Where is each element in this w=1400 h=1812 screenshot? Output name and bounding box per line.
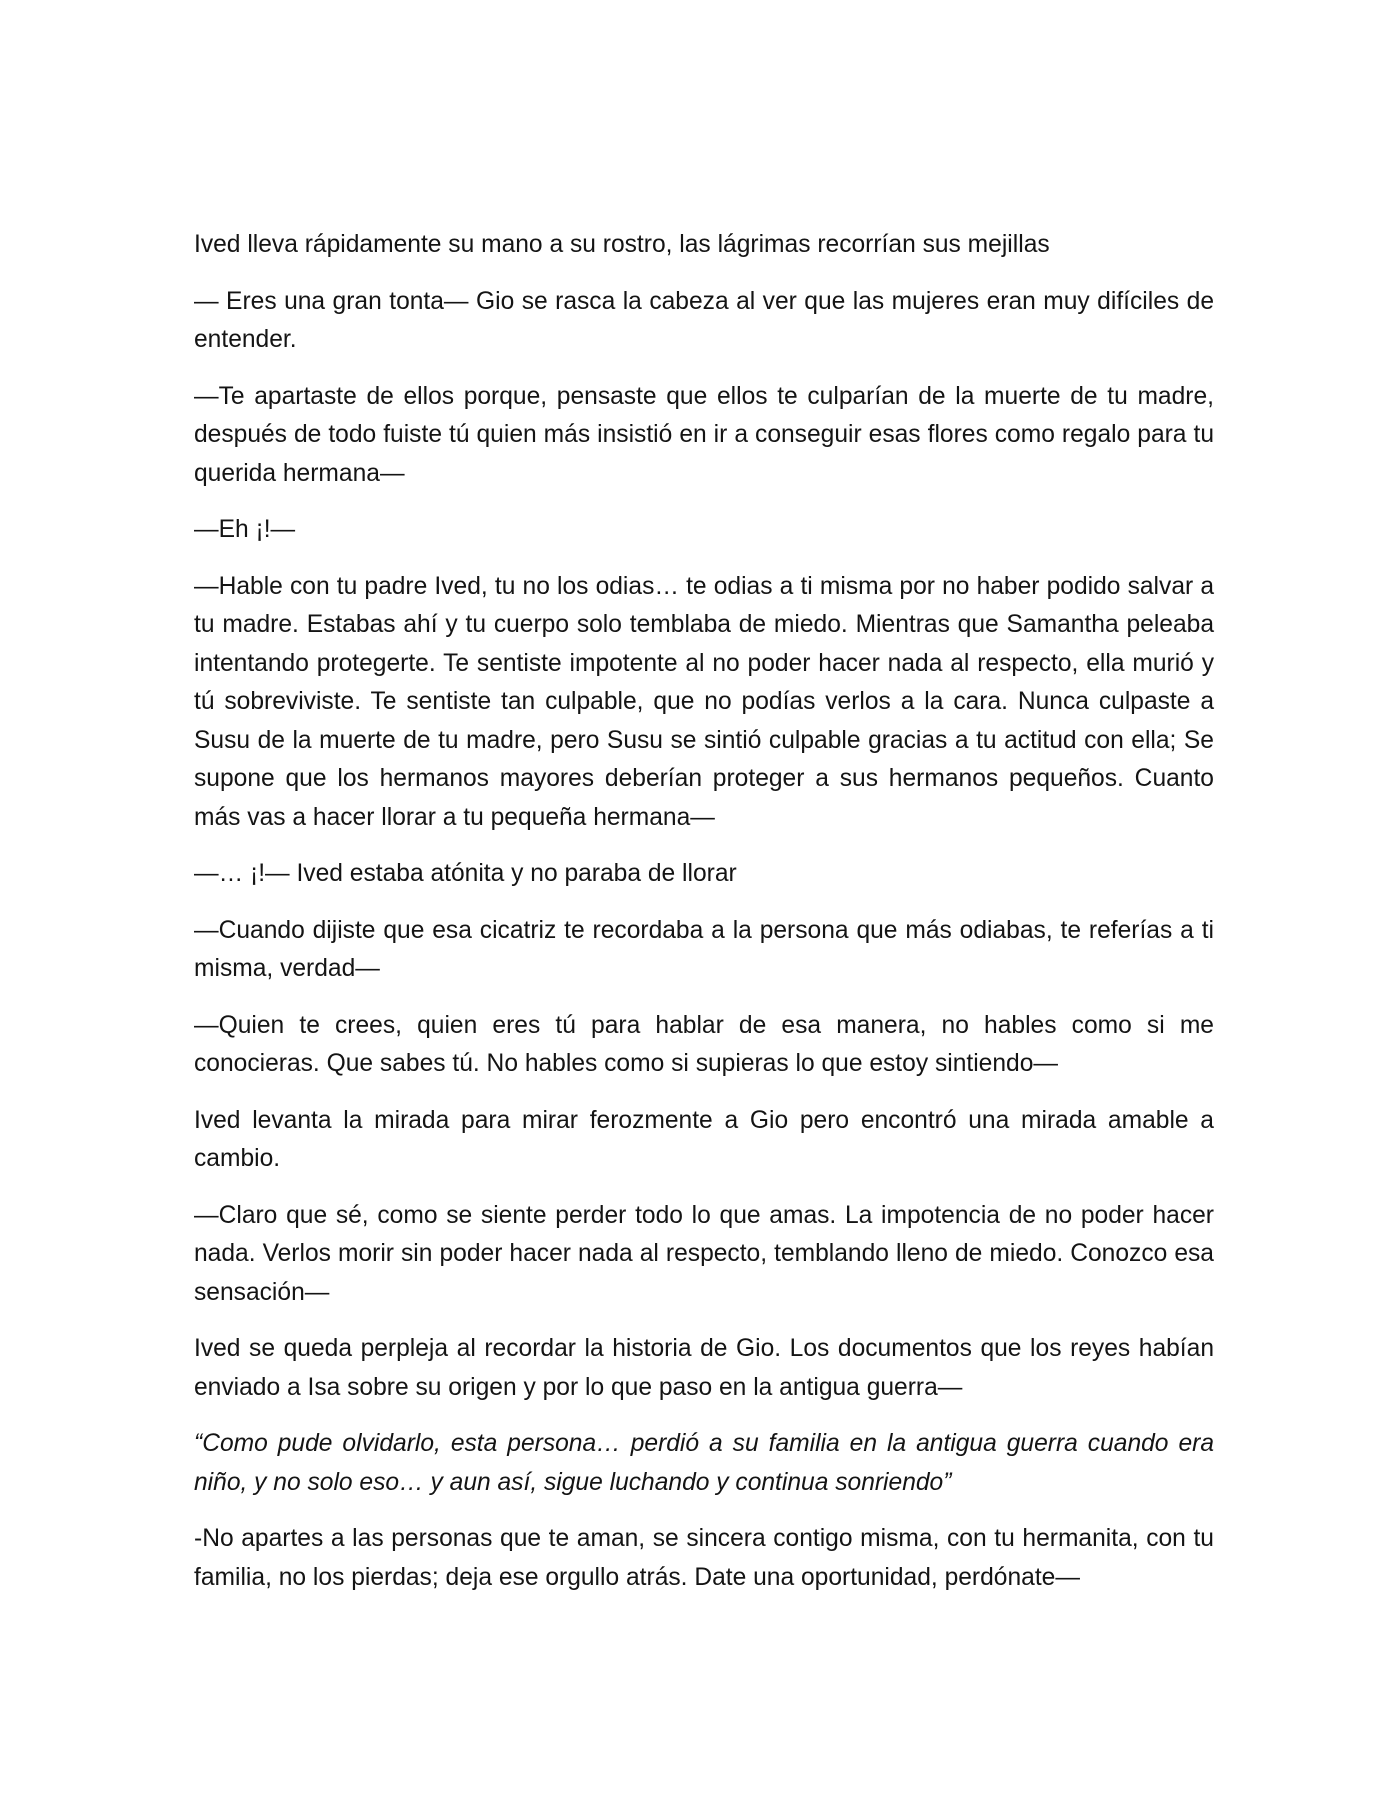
paragraph: — Eres una gran tonta— Gio se rasca la cabeza al ver que las mujeres eran muy difíciles de entender. xyxy=(194,287,1214,353)
paragraph: —Te apartaste de ellos porque, pensaste que ellos te culparían de la muerte de tu madre, después de todo fuiste tú quien más insistió en ir a conseguir esas flores como regalo para tu querida hermana— xyxy=(194,382,1214,487)
paragraph: Ived se queda perpleja al recordar la historia de Gio. Los documentos que los reyes habían enviado a Isa sobre su origen y por lo que paso en la antigua guerra— xyxy=(194,1335,1214,1401)
paragraph: —Hable con tu padre Ived, tu no los odias… te odias a ti misma por no haber podido salvar a tu madre. Estabas ahí y tu cuerpo solo temblaba de miedo. Mientras que Samantha peleaba intentando protegerte. Te sentiste impotente al no poder hacer nada al respecto, ella murió y tú sobreviviste. Te sentiste tan culpable, que no podías verlos a la cara. Nunca culpaste a Susu de la muerte de tu madre, pero Susu se sintió culpable gracias a tu actitud con ella; Se supone que los hermanos mayores deberían proteger a sus hermanos pequeños. Cuanto más vas a hacer llorar a tu pequeña hermana— xyxy=(194,572,1214,831)
document-body xyxy=(194,226,1214,1615)
paragraph: —Claro que sé, como se siente perder todo lo que amas. La impotencia de no poder hacer nada. Verlos morir sin poder hacer nada al respecto, temblando lleno de miedo. Conozco esa sensación— xyxy=(194,1201,1214,1306)
paragraph: Ived lleva rápidamente su mano a su rostro, las lágrimas recorrían sus mejillas xyxy=(194,231,1050,258)
paragraph: Ived levanta la mirada para mirar ferozmente a Gio pero encontró una mirada amable a cambio. xyxy=(194,1106,1214,1172)
paragraph: —Eh ¡!— xyxy=(194,516,296,543)
paragraph: —Quien te crees, quien eres tú para hablar de esa manera, no hables como si me conocieras. Que sabes tú. No hables como si supieras lo que estoy sintiendo— xyxy=(194,1011,1214,1077)
italic-quote-paragraph: “Como pude olvidarlo, esta persona… perdió a su familia en la antigua guerra cuando era niño, y no solo eso… y aun así, sigue luchando y continua sonriendo” xyxy=(194,1430,1214,1496)
paragraph: —Cuando dijiste que esa cicatriz te recordaba a la persona que más odiabas, te referías a ti misma, verdad— xyxy=(194,916,1214,982)
paragraph: -No apartes a las personas que te aman, se sincera contigo misma, con tu hermanita, con tu familia, no los pierdas; deja ese orgullo atrás. Date una oportunidad, perdónate— xyxy=(194,1525,1214,1591)
paragraph: —… ¡!— Ived estaba atónita y no paraba de llorar xyxy=(194,860,737,887)
